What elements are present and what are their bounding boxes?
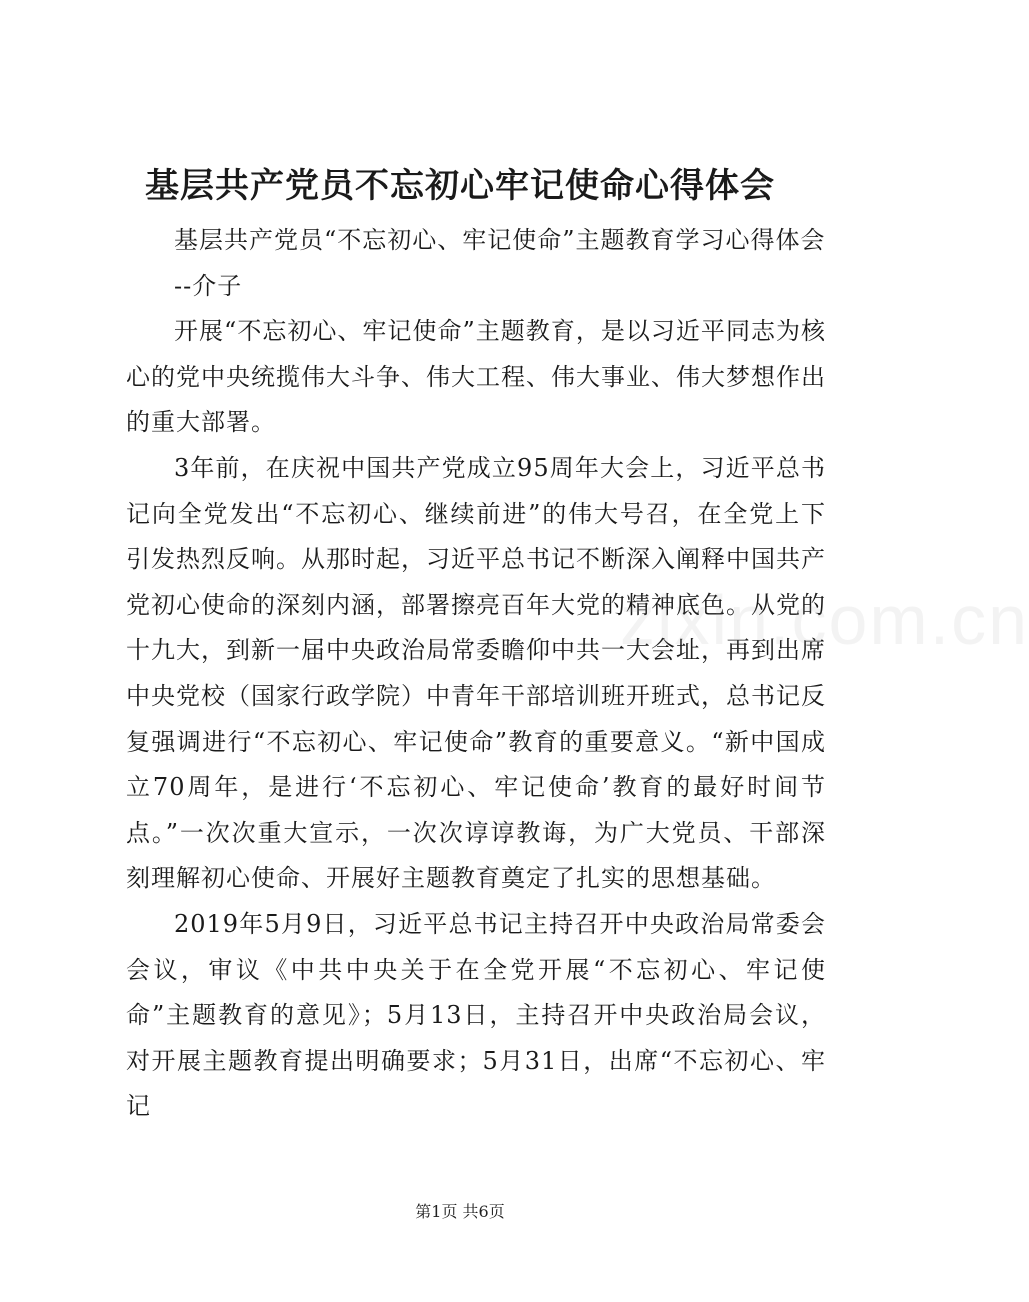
body-paragraph: 3年前，在庆祝中国共产党成立95周年大会上，习近平总书记向全党发出“不忘初心、继续前进”的伟大号召，在全党上下引发热烈反响。从那时起，习近平总书记不断深入阐释中国共产党初心使命的深刻内涵，部署擦亮百年大党的精神底色。从党的十九大，到新一届中央政治局常委瞻仰中共一大会址，再到出席中央党校（国家行政学院）中青年干部培训班开班式，总书记反复强调进行“不忘初心、牢记使命”教育的重要意义。“新中国成立70周年，是进行‘不忘初心、牢记使命’教育的最好时间节点。”一次次重大宣示，一次次谆谆教诲，为广大党员、干部深刻理解初心使命、开展好主题教育奠定了扎实的思想基础。	[126, 453, 826, 893]
body-paragraph: 2019年5月9日，习近平总书记主持召开中央政治局常委会会议，审议《中共中央关于在全党开展“不忘初心、牢记使命”主题教育的意见》；5月13日，主持召开中央政治局会议，对开展主题教育提出明确要求；5月31日，出席“不忘初心、牢记	[126, 909, 826, 1121]
author-line: --介子	[174, 271, 243, 300]
document-body	[126, 218, 826, 1130]
watermark: zixin.com.cn	[620, 581, 1029, 659]
subtitle-paragraph: 基层共产党员“不忘初心、牢记使命”主题教育学习心得体会	[174, 226, 826, 254]
body-paragraph: 开展“不忘初心、牢记使命”主题教育，是以习近平同志为核心的党中央统揽伟大斗争、伟大工程、伟大事业、伟大梦想作出的重大部署。	[126, 317, 826, 437]
document-title: 基层共产党员不忘初心牢记使命心得体会	[145, 166, 775, 206]
page-footer: 第1页 共6页	[415, 1202, 505, 1221]
